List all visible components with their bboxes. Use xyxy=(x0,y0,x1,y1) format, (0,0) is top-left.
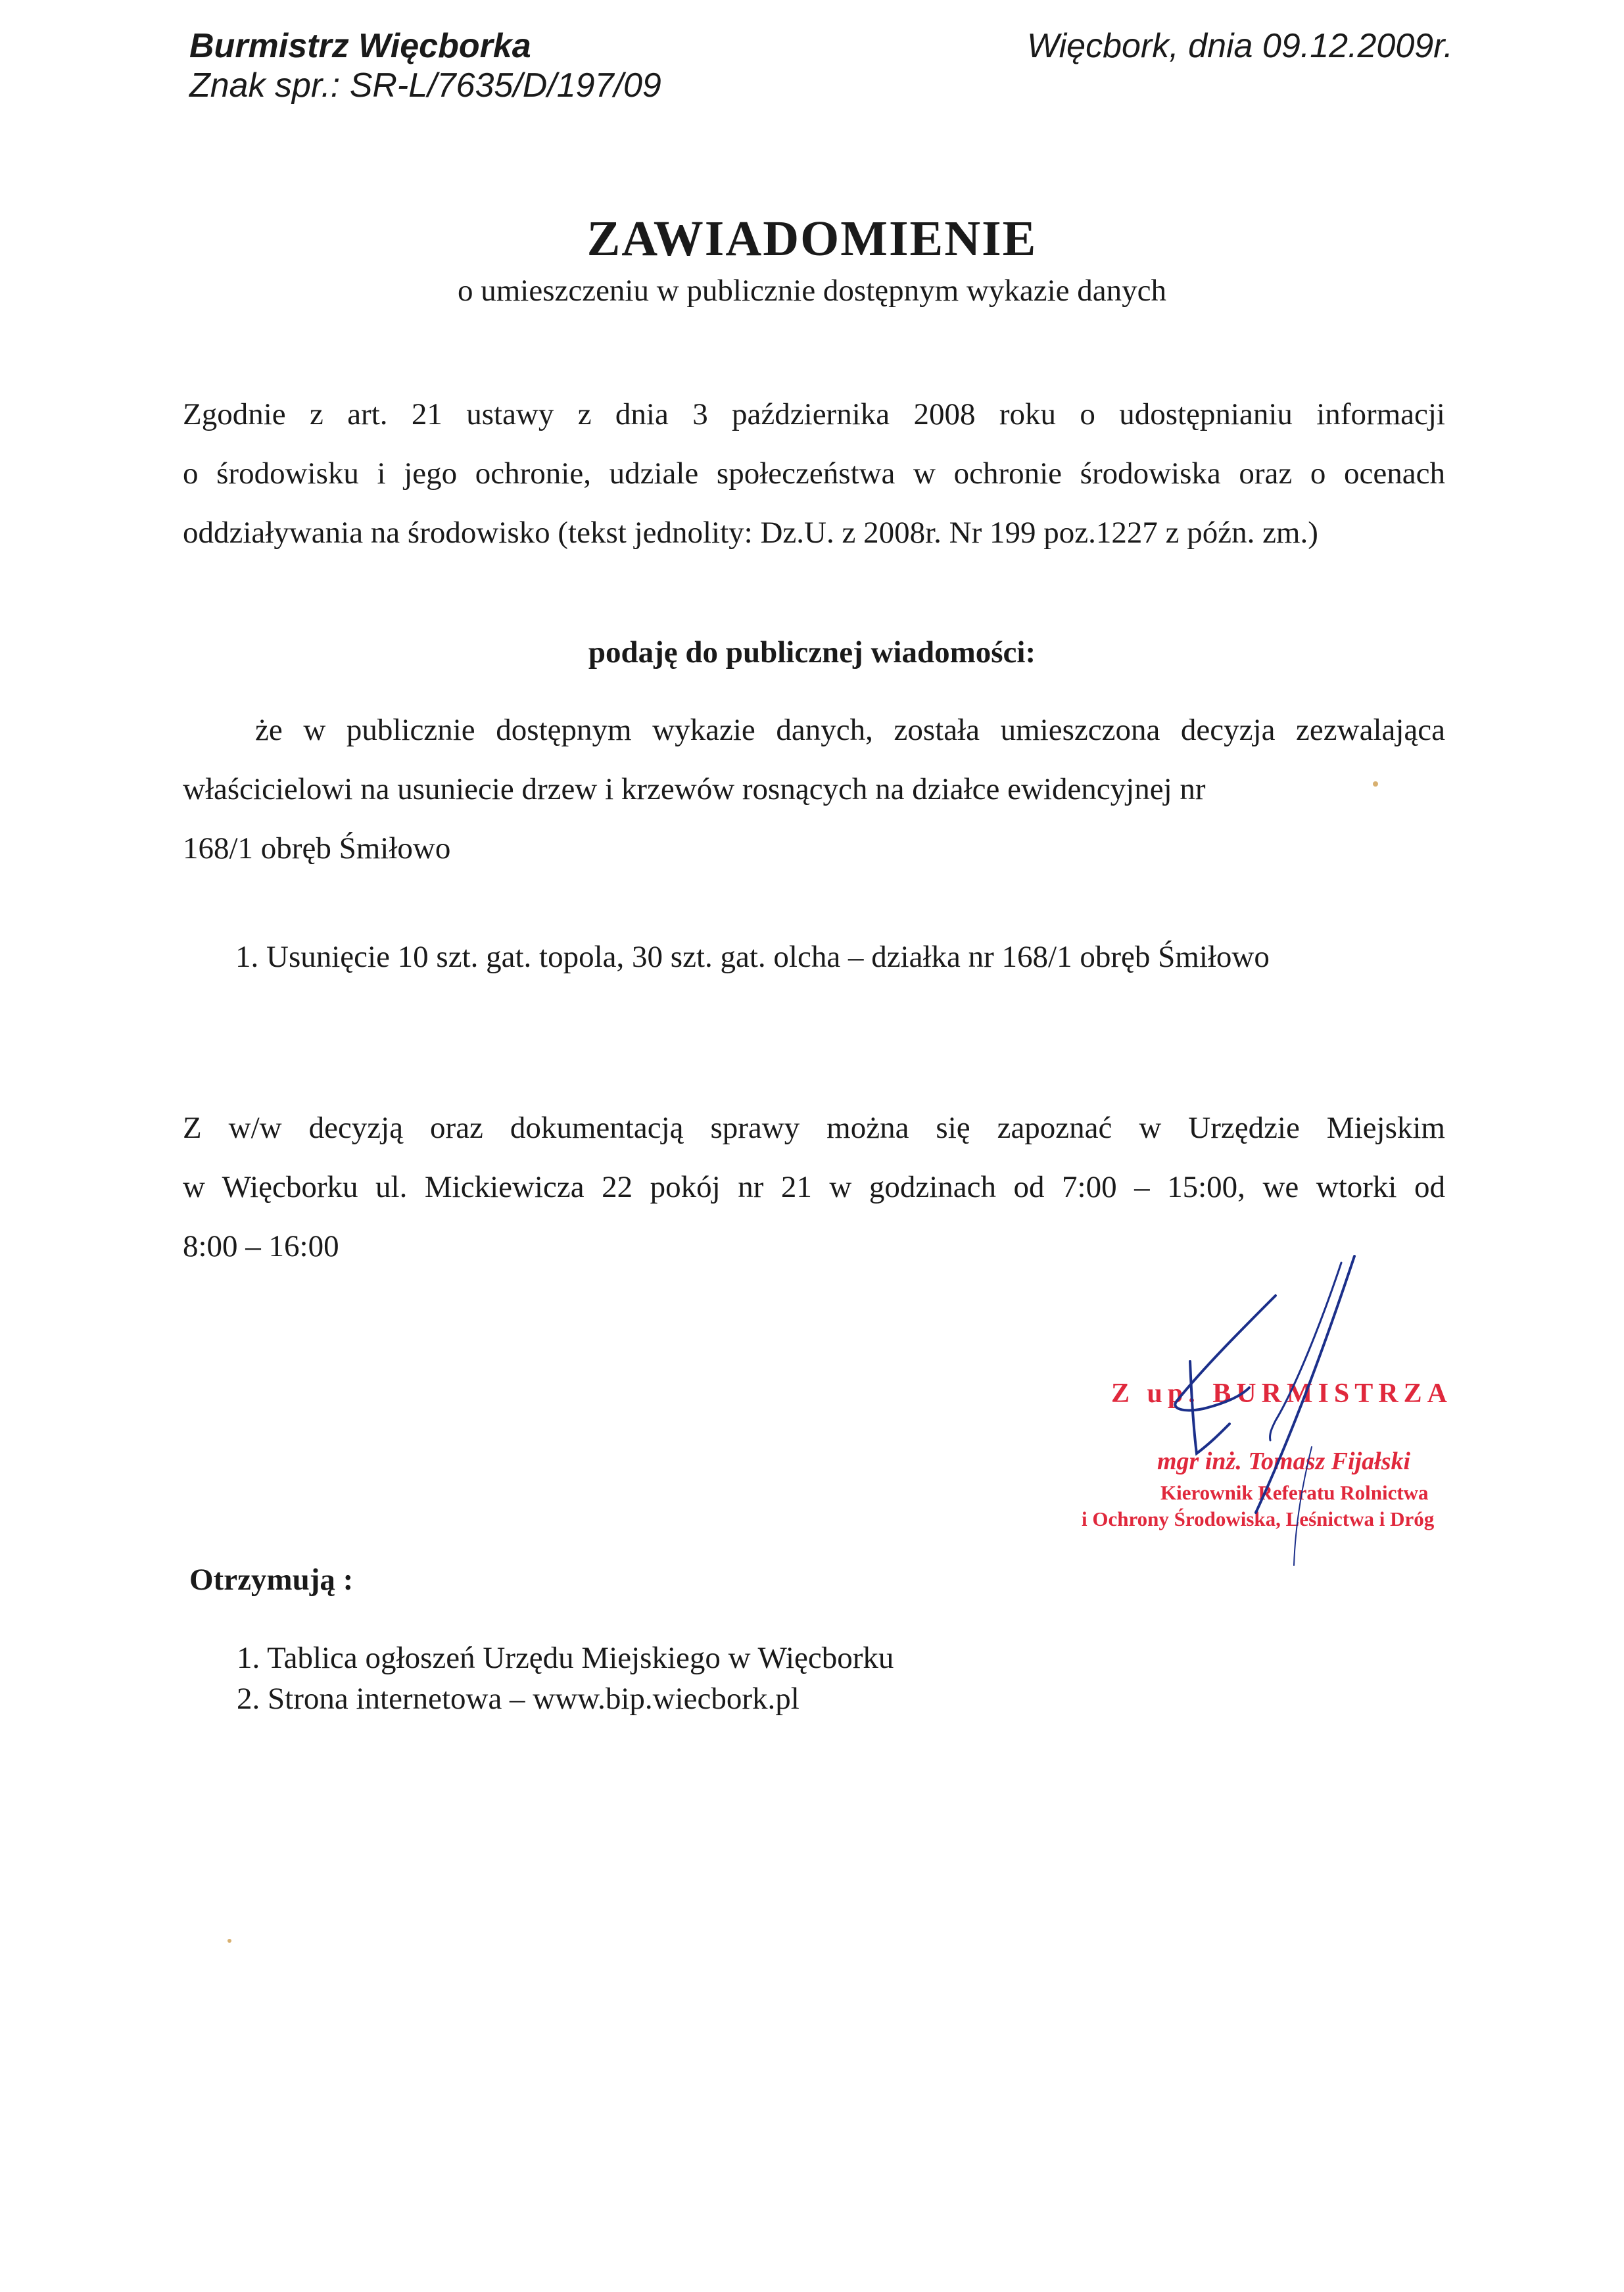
announcement-heading: podaję do publicznej wiadomości: xyxy=(588,635,1036,670)
info-line-3: 8:00 – 16:00 xyxy=(183,1229,339,1263)
decision-paragraph xyxy=(183,700,1445,878)
legal-basis-line-2: o środowisku i jego ochronie, udziale społeczeństwa w ochronie środowiska oraz o ocenach xyxy=(183,456,1445,491)
signature xyxy=(1078,1236,1499,1578)
stamp-line-1: Z up. BURMISTRZA xyxy=(1111,1378,1452,1409)
list-item: 1. Usunięcie 10 szt. gat. topola, 30 szt. gat. olcha – działka nr 168/1 obręb Śmiłowo xyxy=(235,940,1270,974)
document-title: ZAWIADOMIENIE xyxy=(586,211,1038,266)
stamp-line-3: Kierownik Referatu Rolnictwa xyxy=(1160,1481,1429,1504)
legal-basis-line-1: Zgodnie z art. 21 ustawy z dnia 3 października 2008 roku o udostępnianiu informacji xyxy=(183,397,1445,431)
stamp-line-2: mgr inż. Tomasz Fijałski xyxy=(1157,1448,1411,1475)
reference-number: Znak spr.: SR-L/7635/D/197/09 xyxy=(189,66,661,105)
scan-speck xyxy=(1373,781,1378,787)
list-item: 2. Strona internetowa – www.bip.wiecbork.pl xyxy=(237,1682,800,1716)
list-item: 1. Tablica ogłoszeń Urzędu Miejskiego w Więcborku xyxy=(237,1641,894,1675)
scan-speck xyxy=(227,1939,231,1943)
decision-line-1: że w publicznie dostępnym wykazie danych, została umieszczona decyzja zezwalająca xyxy=(255,713,1445,747)
issuer-name: Burmistrz Więcborka xyxy=(189,27,531,65)
legal-basis-paragraph xyxy=(183,385,1445,562)
stamp-line-4: i Ochrony Środowiska, Leśnictwa i Dróg xyxy=(1082,1507,1435,1530)
info-line-1: Z w/w decyzją oraz dokumentacją sprawy można się zapoznać w Urzędzie Miejskim xyxy=(183,1111,1445,1145)
legal-basis-line-3: oddziaływania na środowisko (tekst jednolity: Dz.U. z 2008r. Nr 199 poz.1227 z późn. zm.) xyxy=(183,516,1318,550)
info-line-2: w Więcborku ul. Mickiewicza 22 pokój nr 21 w godzinach od 7:00 – 15:00, we wtorki od xyxy=(183,1170,1445,1204)
document-subtitle: o umieszczeniu w publicznie dostępnym wykazie danych xyxy=(457,274,1167,308)
place-date: Więcbork, dnia 09.12.2009r. xyxy=(1027,27,1453,65)
decision-line-2: właścicielowi na usuniecie drzew i krzewów rosnących na działce ewidencyjnej nr xyxy=(183,772,1206,806)
decision-items-list xyxy=(235,927,1498,987)
recipients-heading: Otrzymują : xyxy=(189,1563,354,1597)
decision-line-3: 168/1 obręb Śmiłowo xyxy=(183,831,451,866)
recipients-list xyxy=(237,1638,894,1719)
